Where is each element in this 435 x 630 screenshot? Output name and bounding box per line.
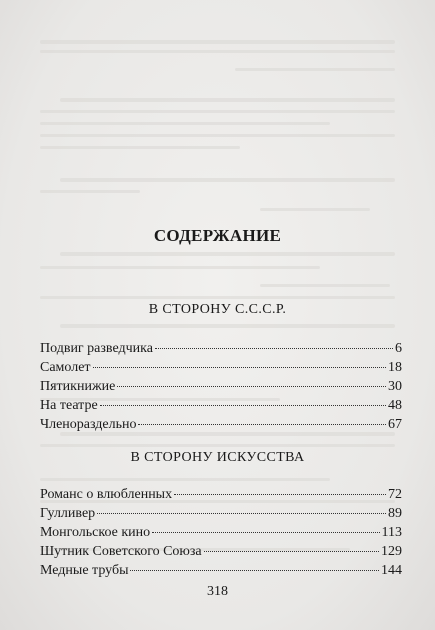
bleed-through-line xyxy=(60,98,395,102)
toc-entry-title: Романс о влюбленных xyxy=(40,487,173,502)
toc-entry-title: На театре xyxy=(40,398,98,413)
dot-leader xyxy=(152,518,379,533)
dot-leader xyxy=(117,372,386,387)
bleed-through-line xyxy=(40,296,395,299)
toc-list-art xyxy=(40,483,402,578)
bleed-through-line xyxy=(40,122,330,125)
bleed-through-line xyxy=(260,208,370,211)
bleed-through-line xyxy=(260,284,390,287)
dot-leader xyxy=(138,410,386,425)
toc-entry[interactable] xyxy=(40,413,402,432)
bleed-through-line xyxy=(60,178,395,182)
toc-entry-page: 72 xyxy=(388,487,402,502)
dot-leader xyxy=(174,480,386,495)
toc-entry-page: 18 xyxy=(388,360,402,375)
toc-entry-page: 113 xyxy=(381,525,402,540)
toc-entry-page: 6 xyxy=(395,341,402,356)
toc-entry-title: Шутник Советского Союза xyxy=(40,544,202,559)
dot-leader xyxy=(97,499,386,514)
bleed-through-line xyxy=(40,190,140,193)
toc-entry-title: Членораздельно xyxy=(40,417,137,432)
toc-entry-title: Подвиг разведчика xyxy=(40,341,153,356)
dot-leader xyxy=(155,334,393,349)
section-heading-art: В СТОРОНУ ИСКУССТВА xyxy=(130,450,305,465)
toc-entry-title: Монгольское кино xyxy=(40,525,151,540)
bleed-through-line xyxy=(40,110,395,113)
dot-leader xyxy=(204,537,379,552)
page-number: 318 xyxy=(207,584,228,599)
bleed-through-line xyxy=(40,444,395,447)
toc-list-ussr xyxy=(40,337,402,432)
bleed-through-line xyxy=(60,324,395,328)
toc-entry[interactable] xyxy=(40,559,402,578)
bleed-through-line xyxy=(40,50,395,53)
toc-entry-title: Пятикнижие xyxy=(40,379,116,394)
toc-entry-page: 48 xyxy=(388,398,402,413)
toc-entry-page: 67 xyxy=(388,417,402,432)
toc-entry-page: 89 xyxy=(388,506,402,521)
bleed-through-line xyxy=(40,134,395,137)
toc-entry-title: Гулливер xyxy=(40,506,96,521)
toc-title: СОДЕРЖАНИЕ xyxy=(153,226,282,245)
dot-leader xyxy=(93,353,386,368)
toc-entry-page: 129 xyxy=(381,544,402,559)
section-heading-ussr: В СТОРОНУ С.С.С.Р. xyxy=(148,302,287,317)
bleed-through-line xyxy=(40,146,240,149)
toc-entry-title: Самолет xyxy=(40,360,91,375)
toc-entry-page: 30 xyxy=(388,379,402,394)
toc-entry-page: 144 xyxy=(381,563,402,578)
dot-leader xyxy=(100,391,386,406)
bleed-through-line xyxy=(40,40,395,44)
bleed-through-line xyxy=(60,252,395,256)
bleed-through-line xyxy=(235,68,395,71)
bleed-through-line xyxy=(40,266,320,269)
toc-entry-title: Медные трубы xyxy=(40,563,129,578)
dot-leader xyxy=(130,556,379,571)
